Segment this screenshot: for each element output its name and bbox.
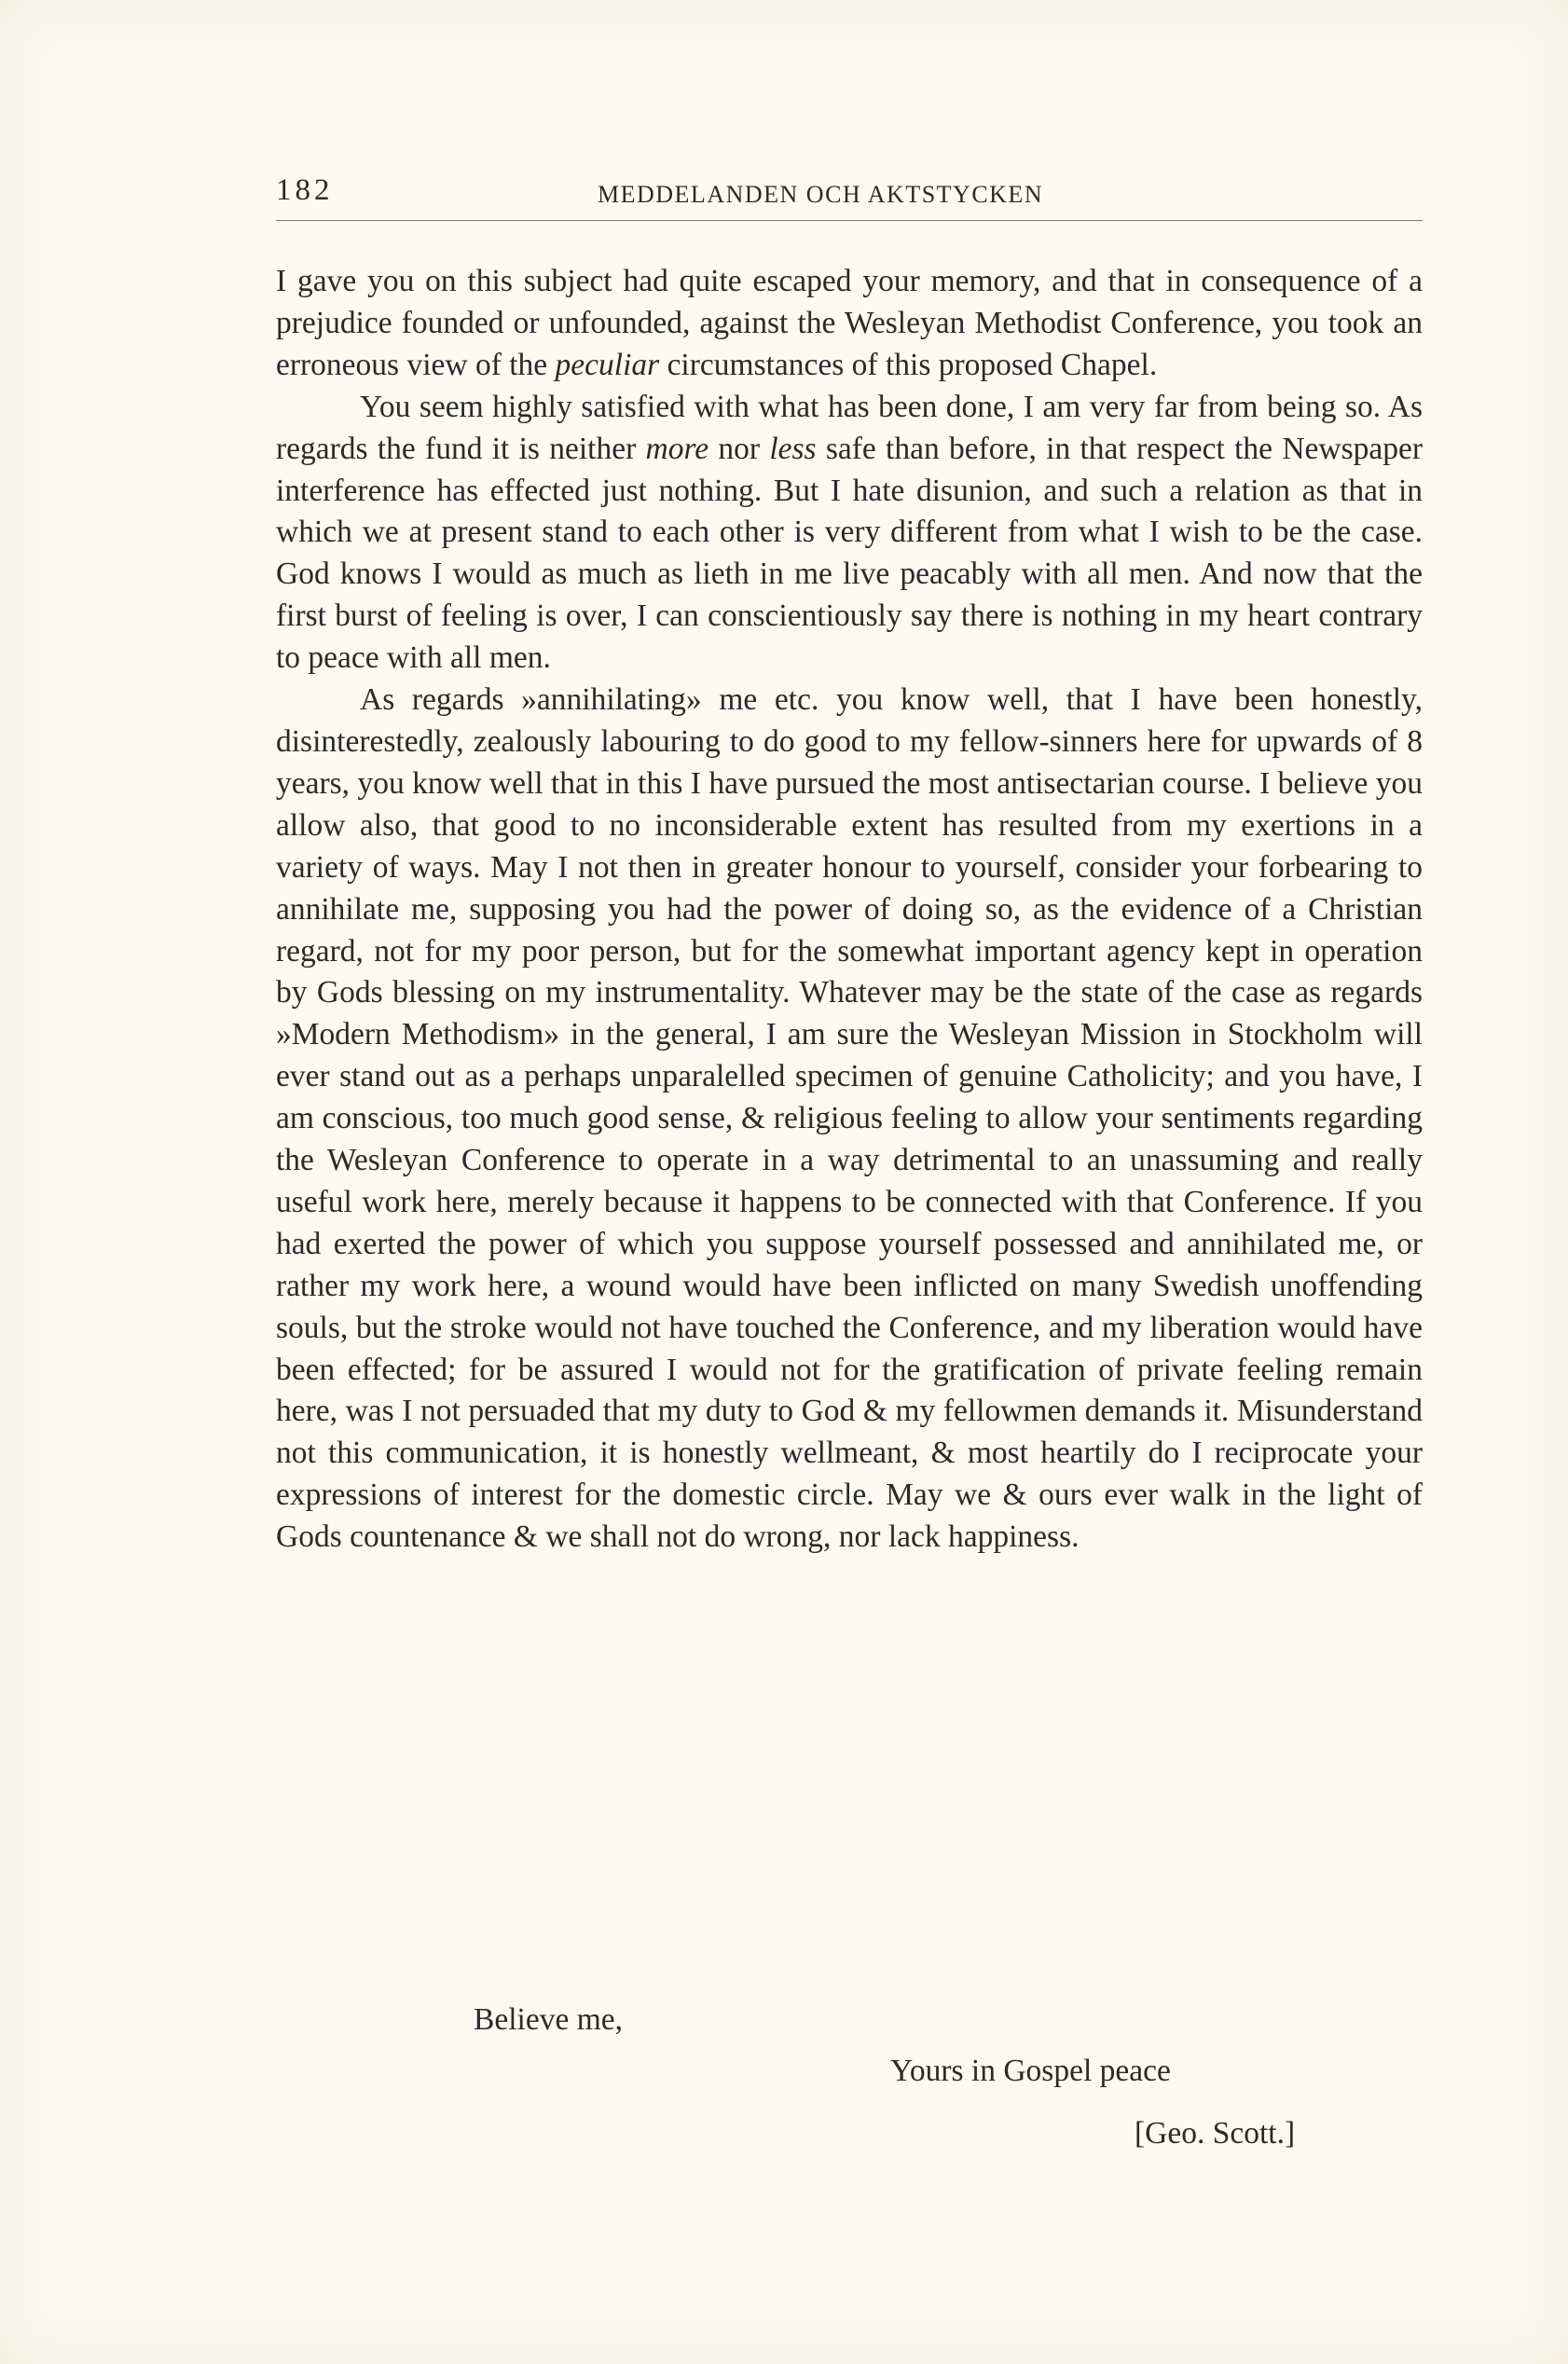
letter-body [276, 261, 1423, 1559]
paragraph-1 [276, 261, 1423, 387]
closing-valediction: Yours in Gospel peace [890, 2054, 1171, 2088]
page-header [276, 173, 1423, 221]
page-number: 182 [276, 173, 334, 207]
italic-word-more: more [645, 431, 709, 466]
running-title: MEDDELANDEN OCH AKTSTYCKEN [598, 181, 1044, 208]
text-run: nor [708, 431, 770, 466]
paragraph-2 [276, 387, 1423, 680]
italic-word-less: less [769, 431, 817, 466]
signature: [Geo. Scott.] [1135, 2116, 1296, 2151]
closing-believe-me: Believe me, [474, 2002, 623, 2037]
text-run: safe than before, in that respect the Newspaper interference has effected just nothing. But I hate disunion, and such a relation as that in which we at present stand to each other is very different from what I wish to be the case. God knows I would as much as lieth in me live peacably with all men. And now that the first burst of feeling is over, I can conscientiously say there is nothing in my heart contrary to peace with all men. [276, 431, 1424, 676]
text-run: circumstances of this proposed Chapel. [659, 347, 1158, 382]
paragraph-3: As regards »annihilating» me etc. you know well, that I have been honestly, disinterestedly, zealously labouring to do good to my fellow-sinners here for upwards of 8 years, you know well that in this I have pursued the most antisectarian course. I believe you allow also, that good to no inconsiderable extent has resulted from my exertions in a variety of ways. May I not then in greater honour to yourself, consider your forbearing to annihilate me, supposing you had the power of doing so, as the evidence of a Christian regard, not for my poor person, but for the somewhat important agency kept in operation by Gods blessing on my instrumentality. Whatever may be the state of the case as regards »Modern Methodism» in the general, I am sure the Wesleyan Mission in Stockholm will ever stand out as a perhaps unparalelled specimen of genuine Catholicity; and you have, I am conscious, too much good sense, & religious feeling to allow your sentiments regarding the Wesleyan Conference to operate in a way detrimental to an unassuming and really useful work here, merely because it happens to be connected with that Conference. If you had exerted the power of which you suppose yourself possessed and annihilated me, or rather my work here, a wound would have been inflicted on many Swedish unoffending souls, but the stroke would not have touched the Conference, and my liberation would have been effected; for be assured I would not for the gratification of private feeling remain here, was I not persuaded that my duty to God & my fellowmen demands it. Misunderstand not this communication, it is honestly wellmeant, & most heartily do I reciprocate your expressions of interest for the domestic circle. May we & ours ever walk in the light of Gods countenance & we shall not do wrong, nor lack happiness. [276, 682, 1423, 1555]
text-run: I gave you on this subject had quite escaped your memory, and that in consequence of a prejudice founded or unfounded, against the Wesleyan Methodist Conference, you took an erroneous view of the [276, 264, 1423, 382]
text-run: You seem highly satisfied with what has been done, I am very far from being so. As regards the fund it is neither [276, 389, 1423, 466]
italic-word-peculiar: peculiar [555, 347, 660, 382]
